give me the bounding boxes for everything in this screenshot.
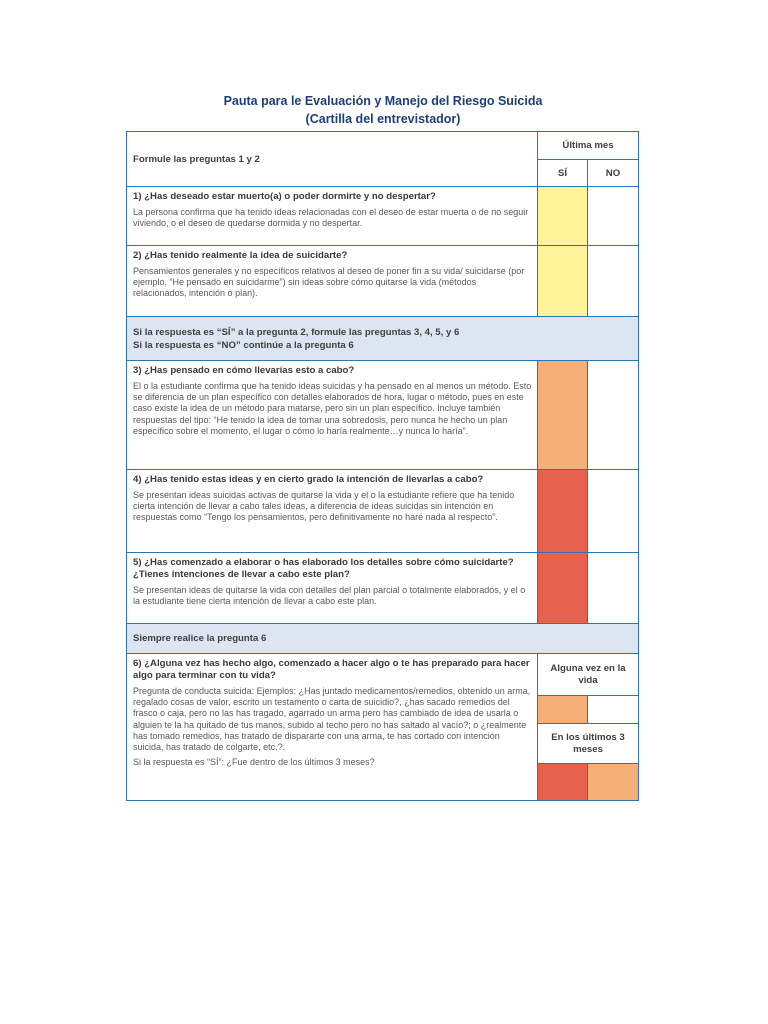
section-instruction-row-2	[127, 624, 639, 654]
question-6-recent-yes-cell[interactable]	[538, 764, 588, 801]
question-4-no-cell[interactable]	[588, 470, 639, 553]
question-4-title: 4) ¿Has tenido estas ideas y en cierto grado la intención de llevarlas a cabo?	[133, 474, 484, 485]
question-5-title: 5) ¿Has comenzado a elaborar o has elaborado los detalles sobre cómo suicidarte? ¿Tienes intenciones de llevar a cabo este plan?	[133, 557, 514, 580]
question-4-yes-cell[interactable]	[538, 470, 588, 553]
question-2	[127, 246, 538, 317]
question-4	[127, 470, 538, 553]
question-row-1	[127, 187, 639, 246]
question-2-title: 2) ¿Has tenido realmente la idea de suicidarte?	[133, 250, 348, 261]
title-sub: (Cartilla del entrevistador)	[305, 112, 461, 126]
instruction-cell: Formule las preguntas 1 y 2	[127, 132, 538, 187]
question-5-description: Se presentan ideas de quitarse la vida con detalles del plan parcial o totalmente elaborados, y el o la estudiante tiene cierta intención de llevar a cabo este plan.	[133, 585, 526, 607]
section-instruction-row-1	[127, 317, 639, 361]
question-row-6	[127, 654, 639, 696]
question-5-yes-cell[interactable]	[538, 553, 588, 624]
question-6-description: Pregunta de conducta suicida: Ejemplos: ¿Has juntado medicamentos/remedios, obtenido un arma, regalado cosas de valor, escrito un testamento o carta de suicidio?, ¿has sacado remedios del frasco o caja, pero no las has tragado, agarrado un arma pero has cambiado de idea de usarla o alguien te la ha quitado de tus manos, subido al techo pero no has saltado al vacío?; o ¿realmente has tomado remedios, has tratado de dispararte con una arma, te has cortado con intención suicida, has tratado de colgarte, etc.?.	[133, 686, 531, 753]
question-1-description: La persona confirma que ha tenido ideas relacionadas con el deseo de estar muerta o de no seguir viviendo, o el deseo de quedarse dormida y no despertar.	[133, 207, 529, 229]
table-header-row	[127, 132, 639, 160]
question-row-4	[127, 470, 639, 553]
section-instruction-1-line2: Si la respuesta es “NO” continúe a la pregunta 6	[133, 339, 354, 351]
question-3-title: 3) ¿Has pensado en cómo llevarías esto a cabo?	[133, 365, 355, 376]
document-title	[127, 92, 639, 128]
question-3-description: El o la estudiante confirma que ha tenido ideas suicidas y ha pensado en al menos un método. Esto se diferencia de un plan específico con detalles elaborados de hora, lugar o método, pues en este caso existe la idea de un método para matarse, pero sin un plan específico. Incluye también respuestas del tipo: “He tenido la idea de tomar una sobredosis, pero nunca he hecho un plan específico sobre el momento, el lugar o cómo lo haría realmente…y nunca lo haría”.	[133, 381, 532, 436]
title-main: Pauta para le Evaluación y Manejo del Riesgo Suicida	[223, 94, 543, 108]
period-header: Última mes	[538, 132, 639, 160]
question-5-no-cell[interactable]	[588, 553, 639, 624]
last-3-months-label: En los últimos 3 meses	[538, 724, 639, 764]
question-1-title: 1) ¿Has deseado estar muerto(a) o poder dormirte y no despertar?	[133, 191, 436, 202]
question-6-title: 6) ¿Alguna vez has hecho algo, comenzado a hacer algo o te has preparado para hacer algo para terminar con tu vida?	[133, 658, 530, 681]
risk-assessment-table	[126, 131, 639, 801]
question-5	[127, 553, 538, 624]
question-2-no-cell[interactable]	[588, 246, 639, 317]
section-instruction-2: Siempre realice la pregunta 6	[127, 624, 639, 654]
question-2-description: Pensamientos generales y no específicos relativos al deseo de poner fin a su vida/ suicidarse (por ejemplo, “He pensado en suicidarme”) sin ideas sobre cómo quitarse la vida (métodos relacionados, intención o plan).	[133, 266, 525, 299]
question-1	[127, 187, 538, 246]
question-6-ever-yes-cell[interactable]	[538, 696, 588, 724]
question-6-recent-no-cell[interactable]	[588, 764, 639, 801]
question-3-yes-cell[interactable]	[538, 361, 588, 470]
question-6-followup: Si la respuesta es “SÍ”: ¿Fue dentro de los últimos 3 meses?	[133, 757, 375, 768]
question-row-5	[127, 553, 639, 624]
question-1-yes-cell[interactable]	[538, 187, 588, 246]
question-1-no-cell[interactable]	[588, 187, 639, 246]
no-column-header: NO	[588, 160, 639, 187]
question-2-yes-cell[interactable]	[538, 246, 588, 317]
section-instruction-1	[127, 317, 639, 361]
section-instruction-1-line1: Si la respuesta es “SÍ” a la pregunta 2, formule las preguntas 3, 4, 5, y 6	[133, 326, 460, 338]
question-row-3	[127, 361, 639, 470]
question-6-ever-no-cell[interactable]	[588, 696, 639, 724]
question-3-no-cell[interactable]	[588, 361, 639, 470]
yes-column-header: SÍ	[538, 160, 588, 187]
question-3	[127, 361, 538, 470]
question-4-description: Se presentan ideas suicidas activas de quitarse la vida y el o la estudiante refiere que ha tenido cierta intención de llevar a cabo tales ideas, a diferencia de ideas suicidas sin intención en respuestas como “Tengo los pensamientos, pero definitivamente no haré nada al respecto”.	[133, 490, 515, 523]
ever-in-life-label: Alguna vez en la vida	[538, 654, 639, 696]
question-row-2	[127, 246, 639, 317]
question-6	[127, 654, 538, 801]
